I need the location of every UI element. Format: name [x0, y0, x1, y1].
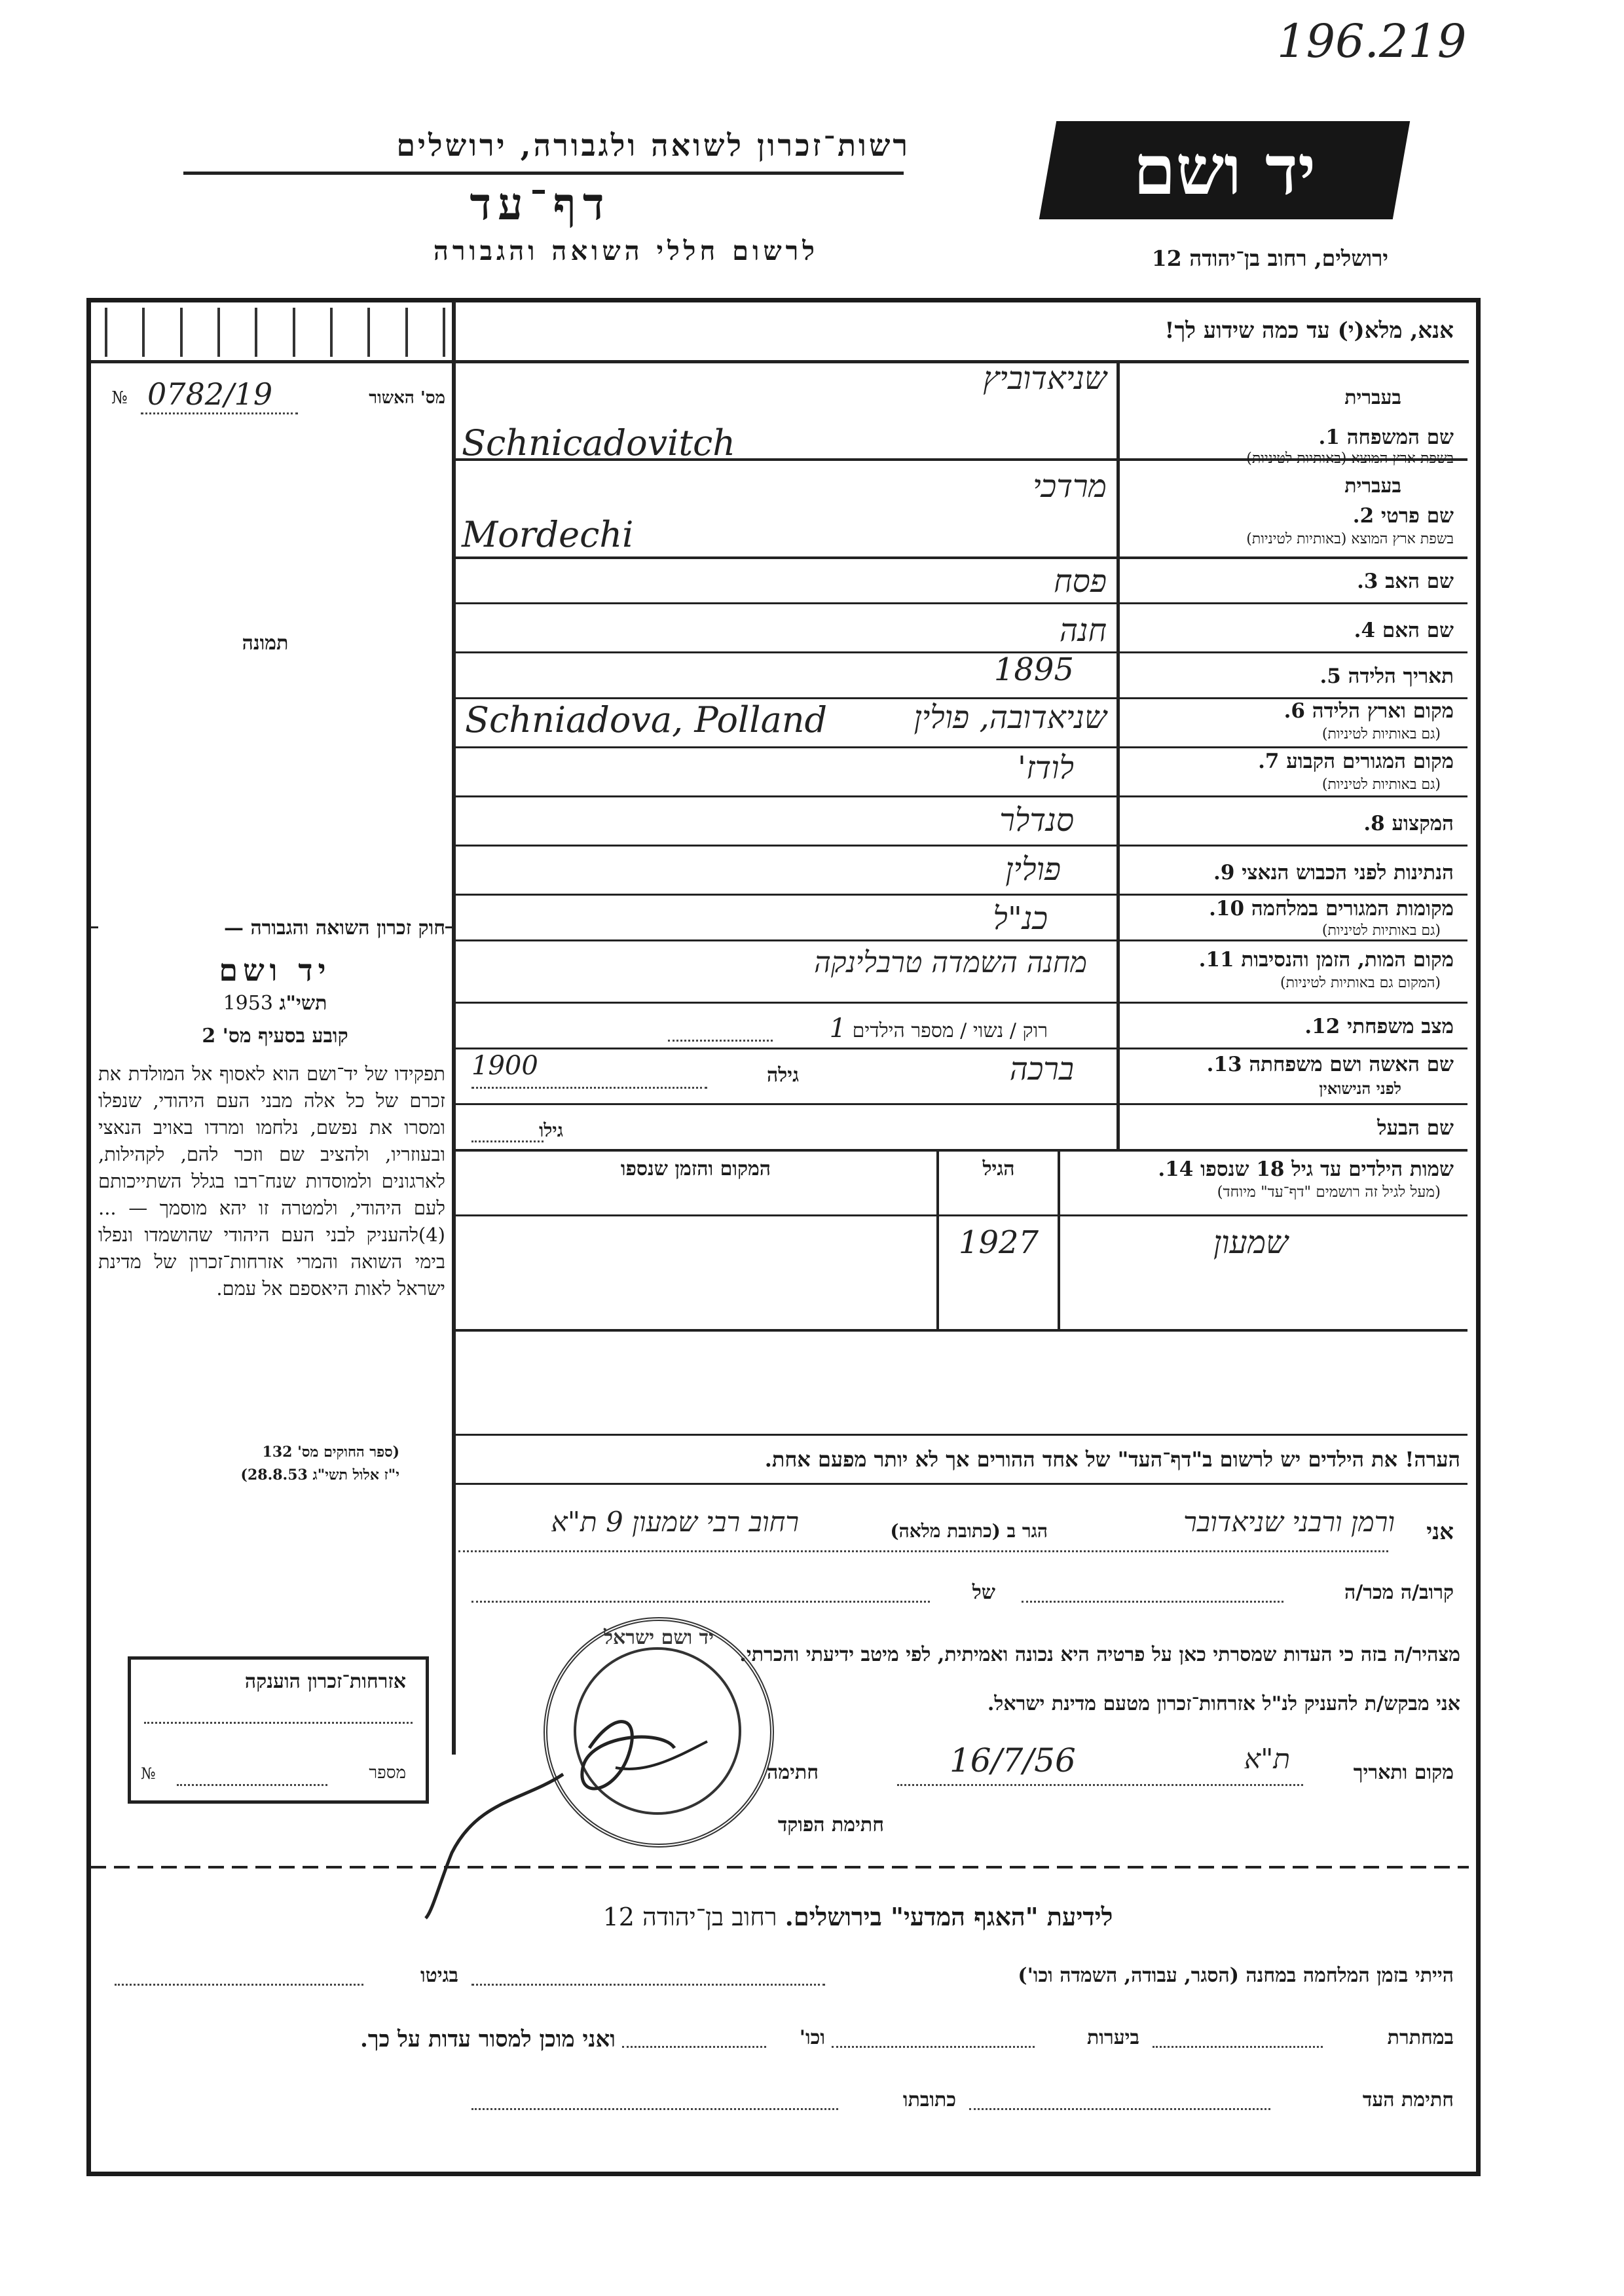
- remark: הערה! את הילדים יש לרשום ב"דף־העד" של אחד ההורים אך לא יותר מפעם אחת.: [764, 1447, 1460, 1472]
- intro-text: אנא, מלא(י) עד כמה שידוע לך!: [1164, 318, 1454, 344]
- law-source-1: (ספר החוקים מס' 132: [262, 1444, 399, 1461]
- f8-value: סנדלר: [999, 802, 1074, 839]
- form-title: דף־עד: [470, 178, 611, 230]
- footer-line2-d: ואני מוכן למסור עדות על כך.: [360, 2026, 616, 2052]
- f1-value-latin: Schnicadovitch: [462, 422, 736, 464]
- footer-line3-a: חתימת העד: [1362, 2088, 1454, 2111]
- husband-age-label: גילו: [539, 1120, 563, 1141]
- request-text: אני מבקש/ת להעניק לנ"ל אזרחות־זכרון מטעם מדינת ישראל.: [987, 1692, 1460, 1715]
- law-logo: יד ושם: [219, 953, 331, 988]
- header-address: ירושלים, רחוב בן־יהודה 12: [1151, 246, 1388, 271]
- f2-hebrew-tag: בעברית: [1344, 475, 1401, 498]
- f13-age-label: גילה: [766, 1064, 799, 1087]
- f14-place-col: המקום והזמן שנספו: [620, 1157, 771, 1180]
- f1-label: שם המשפחה 1.: [1318, 426, 1454, 449]
- f10-value: כנ"ל: [993, 900, 1048, 937]
- ticks: [105, 308, 445, 357]
- declaration-text: מצהיר/ה בזה כי העדות שמסרתי כאן על פרטיה היא נכונה ואמיתית, לפי מיטב ידיעתי והכרתי.: [739, 1643, 1460, 1666]
- footer-line2-c: וכו': [799, 2026, 825, 2049]
- of-label: של: [972, 1581, 995, 1604]
- declarant-date: 16/7/56: [950, 1741, 1076, 1779]
- f2-label: שם פרטי 2.: [1352, 504, 1454, 528]
- f10-note: (גם באותיות לטיניות): [1321, 922, 1441, 939]
- f12-options: רוק / נשוי / מספר הילדים 1: [829, 1013, 1048, 1044]
- footer-line1-a: הייתי בזמן המלחמה במחנה (הסגר, עבודה, השמדה וכו'): [1018, 1964, 1454, 1987]
- archive-number: 196.219: [1277, 14, 1467, 68]
- declarant-place: ת"א: [1244, 1743, 1290, 1775]
- f10-label: מקומות המגורים במלחמה 10.: [1209, 897, 1454, 920]
- f7-label: מקום המגורים הקבוע 7.: [1258, 750, 1454, 773]
- f13-note: לפני הנישואין: [1319, 1079, 1401, 1098]
- official-stamp: יד ושם ישראל: [544, 1617, 774, 1848]
- footer-line2-a: במחתרת: [1387, 2026, 1454, 2049]
- f14-age-col: הגיל: [982, 1157, 1015, 1180]
- f1-latin-tag: בשפת ארץ המוצא (באותיות לטיניות): [1246, 450, 1454, 467]
- yad-vashem-logo: יד ושם: [1039, 121, 1410, 219]
- resides-label: הגר ב (כתובת מלאה): [890, 1520, 1048, 1542]
- f2-latin-tag: בשפת ארץ המוצא (באותיות לטיניות): [1246, 531, 1454, 547]
- declarant-prefix: אני: [1426, 1519, 1454, 1545]
- f13-label: שם האשה ושם משפחתה 13.: [1206, 1053, 1454, 1076]
- declarant-name: ורמן ורבני שניאדובר: [1183, 1506, 1395, 1538]
- footer-line3-b: כתובתו: [902, 2088, 956, 2111]
- f1-hebrew-tag: בעברית: [1344, 386, 1401, 409]
- f6-value-latin: Schniadova, Polland: [465, 699, 828, 740]
- authority-title: רשות־זכרון לשואה ולגבורה, ירושלים: [396, 128, 910, 163]
- f14-child-year: 1927: [958, 1224, 1039, 1261]
- f6-label: מקום וארץ הלידה 6.: [1283, 699, 1454, 723]
- f13-value: ברכה: [1009, 1051, 1074, 1087]
- law-title: חוק זכרון השואה והגבורה —: [98, 915, 445, 941]
- f7-note: (גם באותיות לטיניות): [1321, 776, 1441, 793]
- husband-label: שם הבעל: [1377, 1116, 1454, 1140]
- f12-label: מצב משפחתי 12.: [1304, 1015, 1454, 1038]
- f13-age-value: 1900: [471, 1051, 538, 1081]
- footer-line1-b: בגיטו: [420, 1964, 458, 1987]
- f9-label: הנתינות לפני הכבוש הנאצי 9.: [1213, 861, 1454, 884]
- f11-note: (המקום גם באותיות לטיניות): [1280, 975, 1441, 991]
- f8-label: המקצוע 8.: [1363, 812, 1454, 835]
- place-date-label: מקום ותאריך: [1353, 1761, 1454, 1784]
- f6-value-hebrew: שניאדובה, פולין: [913, 699, 1107, 736]
- f11-label: מקום המות, הזמן והנסיבות 11.: [1198, 948, 1454, 972]
- f1-value-hebrew: שניאדוביץ: [983, 360, 1107, 397]
- f9-value: פולין: [1005, 851, 1061, 888]
- footer-line2-b: ביערות: [1086, 2026, 1139, 2049]
- f14-note: (מעל לגיל זה רושמים "דף־עד" מיוחד): [1217, 1184, 1441, 1201]
- f14-label: שמות הילדים עד גיל 18 שנספו 14.: [1158, 1157, 1454, 1181]
- f2-value-hebrew: מרדכי: [1033, 468, 1107, 505]
- law-source-2: י"ז אלול תשי"ג 28.8.53): [240, 1467, 399, 1484]
- citizenship-box: אזרחות־זכרון הוענקה № מספר: [128, 1656, 429, 1804]
- f14-child-name: שמעון: [1213, 1224, 1289, 1261]
- law-text: תפקידו של יד־ושם הוא לאסוף אל המולדת את זכרם של כל אלה מבני העם היהודי, שנפלו ומסרו את נפשם, נלחמו ומרדו באויב הנאצי ובעוזריו, ולהציב שם וזכר להם, לקהילות, לארגונים ולמוסדות שנח־רבו בגלל השתייכותם לעם היהודי, ולמטרה זו יהא מוסמך — ...(4)להעניק לבני העם היהודי שהושמדו ונפלו בימי השואה והמרי אזרחות־זכרון של מדינת ישראל לאות היאספם אל עמם.: [98, 1063, 445, 1300]
- officer-label: חתימת הפוקד: [777, 1813, 884, 1836]
- law-year: 1953 תשי"ג: [223, 992, 327, 1015]
- law-clause: קובע בסעיף מס' 2: [202, 1025, 348, 1048]
- f3-value: פסח: [1054, 563, 1107, 600]
- signature-label: חתימה: [767, 1761, 819, 1784]
- f5-label: תאריך הלידה 5.: [1320, 665, 1454, 688]
- f11-value: מחנה השמדה טרבלינקה: [814, 946, 1087, 979]
- footer-title: לידיעת "האגף המדעי" בירושלים. רחוב בן־יהודה 12: [602, 1902, 1113, 1931]
- approval-number: № 0782/19 מס' האשור: [111, 376, 445, 412]
- relative-label: קרוב/ה מכר/ה: [1344, 1581, 1454, 1604]
- f2-value-latin: Mordechi: [462, 514, 634, 555]
- f6-note: (גם באותיות לטיניות): [1321, 726, 1441, 742]
- declarant-address: רחוב רבי שמעון 9 ת"א: [551, 1506, 799, 1538]
- f4-label: שם האם 4.: [1354, 619, 1454, 642]
- f5-value: 1895: [993, 651, 1074, 688]
- form-subtitle: לרשום חללי השואה והגבורה: [433, 236, 819, 266]
- photo-label: תמונה: [242, 632, 289, 655]
- f7-value: לודז': [1017, 750, 1074, 786]
- f4-value: חנה: [1059, 612, 1107, 649]
- f3-label: שם האב 3.: [1357, 570, 1454, 593]
